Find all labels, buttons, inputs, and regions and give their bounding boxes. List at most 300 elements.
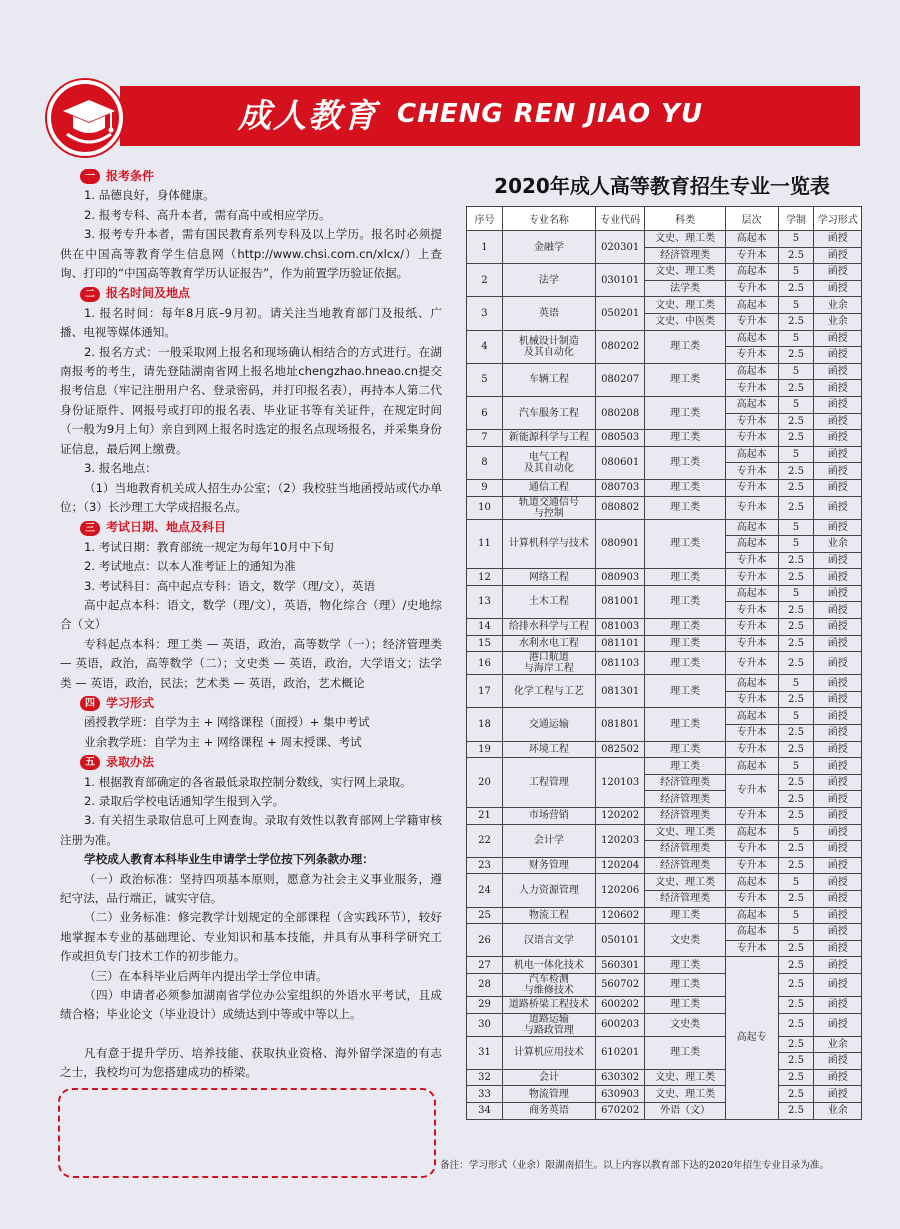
table-cell: 3 — [467, 297, 503, 330]
table-cell: 11 — [467, 519, 503, 569]
paragraph: （1）当地教育机关成人招生办公室；（2）我校驻当地函授站或代办单位；（3）长沙理工大学成招报名点。 — [60, 480, 442, 514]
table-cell: 机械设计制造 及其自动化 — [502, 330, 595, 363]
paragraph: 2. 报名方式：一般采取网上报名和现场确认相结合的方式进行。在湖南报考的考生，请先登陆湖南省网上报名地址chengzhao.hneao.cn提交报考信息（牢记注册用户名、登录密码，并打印报名表），再持本人第二代身份证原件、网报号或打印的报名表、毕业证书等有关证件，在规定时间（一般为9月上旬）亲自到网上报名时选定的报名点现场报名，并采集身份证信息，最后网上缴费。 — [60, 344, 442, 456]
table-cell: 环境工程 — [502, 741, 595, 758]
table-row — [467, 479, 862, 496]
table-cell: 车辆工程 — [502, 363, 595, 396]
closing-paragraph: 凡有意于提升学历、培养技能、获取执业资格、海外留学深造的有志之士，我校均可为您搭建成功的桥梁。 — [60, 1045, 442, 1080]
table-row — [467, 996, 862, 1013]
table-cell: 5 — [778, 758, 814, 775]
table-cell: 081001 — [595, 585, 645, 618]
table-cell: 高起本 — [725, 874, 778, 891]
table-cell: 理工类 — [645, 635, 725, 652]
table-cell: 函授 — [814, 552, 862, 569]
table-cell: 函授 — [814, 996, 862, 1013]
table-cell: 函授 — [814, 907, 862, 924]
table-cell: 5 — [778, 231, 814, 248]
table-cell: 函授 — [814, 675, 862, 692]
table-row — [467, 446, 862, 463]
table-cell: 高起本 — [725, 758, 778, 775]
table-cell: 6 — [467, 396, 503, 429]
table-cell: 高起本 — [725, 396, 778, 413]
table-cell: 函授 — [814, 569, 862, 586]
table-row — [467, 635, 862, 652]
table-cell: 理工类 — [645, 758, 725, 775]
table-cell: 32 — [467, 1069, 503, 1086]
table-cell: 理工类 — [645, 585, 725, 618]
table-cell: 2.5 — [778, 1086, 814, 1103]
table-body — [467, 231, 862, 1120]
table-cell: 经济管理类 — [645, 808, 725, 825]
table-cell: 经济管理类 — [645, 774, 725, 791]
table-row — [467, 297, 862, 314]
table-row — [467, 741, 862, 758]
table-cell: 5 — [778, 708, 814, 725]
table-cell: 2.5 — [778, 725, 814, 742]
table-cell: 5 — [778, 519, 814, 536]
table-cell: 函授 — [814, 347, 862, 364]
table-cell: 函授 — [814, 1069, 862, 1086]
table-cell: 2.5 — [778, 380, 814, 397]
section-heading: 二 报名时间及地点 — [60, 284, 442, 303]
table-row — [467, 1036, 862, 1053]
section-heading: 四 学习形式 — [60, 694, 442, 713]
table-cell: 函授 — [814, 247, 862, 264]
paragraph: 1. 根据教育部确定的各省最低录取控制分数线，实行网上录取。 — [84, 774, 412, 789]
table-cell: 理工类 — [645, 363, 725, 396]
table-cell: 2.5 — [778, 808, 814, 825]
table-cell: 670202 — [595, 1102, 645, 1119]
table-cell: 2.5 — [778, 430, 814, 447]
table-cell: 专升本 — [725, 247, 778, 264]
paragraph: （四）申请者必须参加湖南省学位办公室组织的外语水平考试，且成绩合格；毕业论文（毕业设计）成绩达到中等或中等以上。 — [60, 988, 442, 1022]
table-cell: 29 — [467, 996, 503, 1013]
table-cell: 金融学 — [502, 231, 595, 264]
table-cell: 工程管理 — [502, 758, 595, 808]
table-cell: 交通运输 — [502, 708, 595, 741]
table-cell: 082502 — [595, 741, 645, 758]
table-cell: 26 — [467, 924, 503, 957]
paragraph: 3. 报名地点： — [84, 461, 157, 476]
header-banner — [120, 86, 860, 146]
table-cell: 5 — [778, 330, 814, 347]
paragraph: 高中起点本科：语文，数学（理/文），英语，物化综合（理）/史地综合（文） — [60, 597, 442, 632]
table-cell: 法学 — [502, 264, 595, 297]
paragraph: 2. 报考专科、高升本者，需有高中或相应学历。 — [84, 207, 331, 222]
table-cell: 理工类 — [645, 446, 725, 479]
table-cell: 2.5 — [778, 957, 814, 974]
table-row — [467, 231, 862, 248]
table-cell: 函授 — [814, 1086, 862, 1103]
section-heading: 三 考试日期、地点及科目 — [60, 518, 442, 537]
table-cell: 7 — [467, 430, 503, 447]
table-cell: 5 — [778, 264, 814, 281]
table-cell: 28 — [467, 973, 503, 996]
table-row — [467, 652, 862, 675]
section-heading: 五 录取办法 — [60, 753, 442, 772]
table-cell: 2.5 — [778, 996, 814, 1013]
table-cell: 高起本 — [725, 297, 778, 314]
table-cell: 专升本 — [725, 347, 778, 364]
table-cell: 道路桥梁工程技术 — [502, 996, 595, 1013]
paragraph: 函授教学班：自学为主 + 网络课程（面授）+ 集中考试 — [84, 715, 370, 730]
table-cell: 文史、理工类 — [645, 1086, 725, 1103]
table-cell: 专升本 — [725, 463, 778, 480]
header-cell: 专业代码 — [595, 207, 645, 231]
table-cell: 020301 — [595, 231, 645, 264]
table-cell: 专升本 — [725, 774, 778, 807]
paragraph: 3. 有关招生录取信息可上网查询。录取有效性以教育部网上学籍审核注册为准。 — [60, 813, 442, 847]
table-row — [467, 619, 862, 636]
table-cell: 2.5 — [778, 479, 814, 496]
table-cell: 14 — [467, 619, 503, 636]
table-title: 2020年成人高等教育招生专业一览表 — [494, 174, 830, 198]
table-cell: 专升本 — [725, 430, 778, 447]
table-cell: 27 — [467, 957, 503, 974]
table-cell: 专升本 — [725, 413, 778, 430]
table-cell: 2.5 — [778, 973, 814, 996]
table-cell: 610201 — [595, 1036, 645, 1069]
table-cell: 函授 — [814, 808, 862, 825]
table-cell: 10 — [467, 496, 503, 519]
table-cell: 高起本 — [725, 264, 778, 281]
table-row — [467, 569, 862, 586]
table-cell: 专升本 — [725, 691, 778, 708]
table-cell: 2.5 — [778, 1102, 814, 1119]
table-row — [467, 758, 862, 775]
table-cell: 理工类 — [645, 519, 725, 569]
table-cell: 业余 — [814, 313, 862, 330]
table-cell: 文史、理工类 — [645, 874, 725, 891]
paragraph: 2. 录取后学校电话通知学生报到入学。 — [84, 794, 285, 808]
table-cell: 计算机应用技术 — [502, 1036, 595, 1069]
table-cell: 080202 — [595, 330, 645, 363]
table-cell: 函授 — [814, 708, 862, 725]
table-cell: 19 — [467, 741, 503, 758]
table-row — [467, 874, 862, 891]
table-cell: 1 — [467, 231, 503, 264]
table-cell: 法学类 — [645, 280, 725, 297]
table-cell: 高起本 — [725, 446, 778, 463]
table-cell: 函授 — [814, 1053, 862, 1070]
table-cell: 商务英语 — [502, 1102, 595, 1119]
table-cell: 专升本 — [725, 496, 778, 519]
table-cell: 函授 — [814, 652, 862, 675]
table-cell: 2.5 — [778, 635, 814, 652]
table-cell: 给排水科学与工程 — [502, 619, 595, 636]
table-cell: 函授 — [814, 741, 862, 758]
table-cell: 050101 — [595, 924, 645, 957]
table-cell: 会计学 — [502, 824, 595, 857]
header-title-cn: 成人教育 — [238, 96, 378, 135]
table-cell: 17 — [467, 675, 503, 708]
table-cell: 120204 — [595, 857, 645, 874]
table-cell: 080703 — [595, 479, 645, 496]
table-cell: 8 — [467, 446, 503, 479]
table-cell: 120103 — [595, 758, 645, 808]
table-cell: 电气工程 及其自动化 — [502, 446, 595, 479]
table-cell: 2.5 — [778, 602, 814, 619]
table-cell: 560702 — [595, 973, 645, 996]
table-cell: 网络工程 — [502, 569, 595, 586]
table-cell: 业余 — [814, 1036, 862, 1053]
paragraph: （一）政治标准：坚持四项基本原则，愿意为社会主义事业服务，遵纪守法，品行端正，诚实守信。 — [60, 871, 442, 906]
table-cell: 经济管理类 — [645, 247, 725, 264]
table-cell: 080503 — [595, 430, 645, 447]
table-row — [467, 264, 862, 281]
table-cell: 高起本 — [725, 675, 778, 692]
table-cell: 港口航道 与海岸工程 — [502, 652, 595, 675]
table-cell: 080901 — [595, 519, 645, 569]
header-cell: 序号 — [467, 207, 503, 231]
table-cell: 专升本 — [725, 725, 778, 742]
paragraph: 1. 报名时间：每年8月底–9月初。请关注当地教育部门及报纸、广播、电视等媒体通知。 — [60, 305, 442, 340]
table-cell: 120202 — [595, 808, 645, 825]
table-cell: 高起本 — [725, 519, 778, 536]
table-cell: 函授 — [814, 585, 862, 602]
table-cell: 2.5 — [778, 741, 814, 758]
table-cell: 函授 — [814, 619, 862, 636]
table-cell: 2.5 — [778, 496, 814, 519]
table-cell: 道路运输 与路政管理 — [502, 1013, 595, 1036]
table-cell: 专升本 — [725, 808, 778, 825]
table-cell: 经济管理类 — [645, 791, 725, 808]
table-cell: 函授 — [814, 725, 862, 742]
table-cell: 函授 — [814, 519, 862, 536]
table-cell: 2.5 — [778, 774, 814, 791]
table-cell: 20 — [467, 758, 503, 808]
table-cell: 080208 — [595, 396, 645, 429]
table-cell: 专升本 — [725, 857, 778, 874]
table-cell: 5 — [778, 585, 814, 602]
table-cell: 22 — [467, 824, 503, 857]
table-cell: 业余 — [814, 536, 862, 553]
table-cell: 15 — [467, 635, 503, 652]
table-cell: 2.5 — [778, 619, 814, 636]
table-row — [467, 708, 862, 725]
table-header-row — [467, 207, 862, 231]
table-cell: 081101 — [595, 635, 645, 652]
table-cell: 函授 — [814, 430, 862, 447]
table-cell: 080601 — [595, 446, 645, 479]
table-cell: 理工类 — [645, 741, 725, 758]
table-cell: 文史、理工类 — [645, 264, 725, 281]
table-cell: 函授 — [814, 264, 862, 281]
dashed-box — [58, 1088, 436, 1178]
table-cell: 5 — [778, 924, 814, 941]
table-cell: 13 — [467, 585, 503, 618]
table-cell: 2.5 — [778, 347, 814, 364]
table-cell: 函授 — [814, 479, 862, 496]
table-cell: 理工类 — [645, 973, 725, 996]
table-cell: 函授 — [814, 396, 862, 413]
table-cell: 业余 — [814, 297, 862, 314]
table-row — [467, 675, 862, 692]
table-cell: 会计 — [502, 1069, 595, 1086]
table-cell: 080903 — [595, 569, 645, 586]
table-cell: 理工类 — [645, 996, 725, 1013]
table-cell: 34 — [467, 1102, 503, 1119]
table-cell: 理工类 — [645, 430, 725, 447]
table-cell: 函授 — [814, 924, 862, 941]
table-cell: 16 — [467, 652, 503, 675]
table-cell: 经济管理类 — [645, 890, 725, 907]
table-cell: 2.5 — [778, 890, 814, 907]
table-cell: 2.5 — [778, 940, 814, 957]
table-cell: 080207 — [595, 363, 645, 396]
table-cell: 21 — [467, 808, 503, 825]
header-title-en: CHENG REN JIAO YU — [397, 99, 704, 129]
table-cell: 600203 — [595, 1013, 645, 1036]
table-cell: 专升本 — [725, 380, 778, 397]
paragraph: （三）在本科毕业后两年内提出学士学位申请。 — [84, 968, 328, 983]
section-heading: 一 报考条件 — [60, 167, 442, 186]
table-row — [467, 973, 862, 996]
table-cell: 函授 — [814, 463, 862, 480]
table-cell: 5 — [778, 675, 814, 692]
paragraph: 业余教学班：自学为主 + 网络课程 + 周末授课、考试 — [84, 734, 362, 749]
table-row — [467, 519, 862, 536]
table-cell: 630302 — [595, 1069, 645, 1086]
table-cell: 5 — [778, 396, 814, 413]
degree-heading: 学校成人教育本科毕业生申请学士学位按下列条款办理： — [84, 852, 374, 867]
table-cell: 函授 — [814, 824, 862, 841]
table-row — [467, 1013, 862, 1036]
header-cell: 专业名称 — [502, 207, 595, 231]
table-cell: 水利水电工程 — [502, 635, 595, 652]
paragraph: 3. 报考专升本者，需有国民教育系列专科及以上学历。报名时必须提供在中国高等教育学生信息网（http://www.chsi.com.cn/xlcx/）上查询、打印的“中国高等教育学历认证报告”，作为前置学历验证依据。 — [60, 227, 442, 281]
table-cell: 函授 — [814, 940, 862, 957]
table-cell: 专升本 — [725, 652, 778, 675]
table-cell: 2 — [467, 264, 503, 297]
table-cell: 理工类 — [645, 396, 725, 429]
table-cell: 专升本 — [725, 619, 778, 636]
table-cell: 机电一体化技术 — [502, 957, 595, 974]
table-cell: 专升本 — [725, 841, 778, 858]
table-cell: 市场营销 — [502, 808, 595, 825]
table-cell: 高起本 — [725, 536, 778, 553]
table-cell: 23 — [467, 857, 503, 874]
table-cell: 12 — [467, 569, 503, 586]
table-cell: 030101 — [595, 264, 645, 297]
header-cell: 层次 — [725, 207, 778, 231]
table-cell: 18 — [467, 708, 503, 741]
table-cell: 函授 — [814, 496, 862, 519]
table-cell: 理工类 — [645, 619, 725, 636]
table-cell: 高起本 — [725, 708, 778, 725]
table-cell: 文史、理工类 — [645, 297, 725, 314]
table-cell: 函授 — [814, 957, 862, 974]
table-cell: 5 — [778, 446, 814, 463]
table-cell: 2.5 — [778, 280, 814, 297]
paragraph: 2. 考试地点：以本人准考证上的通知为准 — [84, 559, 296, 574]
table-cell: 新能源科学与工程 — [502, 430, 595, 447]
table-cell: 高起本 — [725, 585, 778, 602]
table-cell: 文史、理工类 — [645, 231, 725, 248]
table-cell: 函授 — [814, 413, 862, 430]
table-cell: 630903 — [595, 1086, 645, 1103]
table-cell: 函授 — [814, 446, 862, 463]
graduation-cap-icon — [47, 80, 123, 156]
table-cell: 2.5 — [778, 841, 814, 858]
table-cell: 函授 — [814, 691, 862, 708]
table-cell: 文史类 — [645, 924, 725, 957]
table-footnote: 备注：学习形式（业余）限湖南招生。以上内容以教育部下达的2020年招生专业目录为准。 — [440, 1160, 829, 1171]
table-cell: 理工类 — [645, 675, 725, 708]
table-cell: 土木工程 — [502, 585, 595, 618]
table-cell: 5 — [778, 874, 814, 891]
table-cell: 专升本 — [725, 280, 778, 297]
table-cell: 081003 — [595, 619, 645, 636]
table-cell: 33 — [467, 1086, 503, 1103]
table-row — [467, 824, 862, 841]
table-cell: 高起本 — [725, 363, 778, 380]
table-cell: 汉语言文学 — [502, 924, 595, 957]
paragraph: 1. 考试日期：教育部统一规定为每年10月中下旬 — [84, 539, 334, 554]
table-cell: 理工类 — [645, 330, 725, 363]
table-cell: 理工类 — [645, 957, 725, 974]
table-cell: 函授 — [814, 1013, 862, 1036]
table-cell: 经济管理类 — [645, 857, 725, 874]
table-cell: 2.5 — [778, 552, 814, 569]
paragraph: （二）业务标准：修完教学计划规定的全部课程（含实践环节），较好地掌握本专业的基础理论、专业知识和基本技能，并具有从事科学研究工作或担负专门技术工作的初步能力。 — [60, 910, 442, 964]
table-row — [467, 396, 862, 413]
table-cell: 函授 — [814, 890, 862, 907]
table-row — [467, 857, 862, 874]
table-row — [467, 330, 862, 347]
table-row — [467, 957, 862, 974]
table-cell: 理工类 — [645, 1036, 725, 1069]
table-cell: 通信工程 — [502, 479, 595, 496]
table-cell: 2.5 — [778, 1036, 814, 1053]
table-cell: 物流管理 — [502, 1086, 595, 1103]
table-cell: 专升本 — [725, 552, 778, 569]
table-cell: 专升本 — [725, 635, 778, 652]
table-cell: 560301 — [595, 957, 645, 974]
table-cell: 汽车检测 与维修技术 — [502, 973, 595, 996]
table-cell: 外语（文） — [645, 1102, 725, 1119]
table-cell: 专升本 — [725, 940, 778, 957]
table-cell: 120602 — [595, 907, 645, 924]
table-row — [467, 585, 862, 602]
table-cell: 2.5 — [778, 1053, 814, 1070]
table-cell: 汽车服务工程 — [502, 396, 595, 429]
table-cell: 经济管理类 — [645, 841, 725, 858]
table-cell: 理工类 — [645, 907, 725, 924]
table-cell: 函授 — [814, 841, 862, 858]
table-row — [467, 1086, 862, 1103]
table-cell: 9 — [467, 479, 503, 496]
table-cell: 函授 — [814, 857, 862, 874]
table-cell: 高起本 — [725, 924, 778, 941]
table-cell: 2.5 — [778, 1013, 814, 1036]
table-cell: 31 — [467, 1036, 503, 1069]
table-cell: 120206 — [595, 874, 645, 907]
table-cell: 函授 — [814, 973, 862, 996]
table-cell: 英语 — [502, 297, 595, 330]
table-cell: 5 — [778, 536, 814, 553]
table-cell: 2.5 — [778, 463, 814, 480]
paragraph: 专科起点本科：理工类 — 英语，政治，高等数学（一）；经济管理类 — 英语，政治，高等数学（二）；文史类 — 英语，政治，大学语文；法学类 — 英语，政治，民法；艺术类 — 英语，政治，艺术概论 — [60, 636, 442, 690]
table-row — [467, 1102, 862, 1119]
table-cell: 专升本 — [725, 479, 778, 496]
table-cell: 专升本 — [725, 602, 778, 619]
table-cell: 高起专 — [725, 957, 778, 1119]
table-cell: 2.5 — [778, 857, 814, 874]
table-cell: 2.5 — [778, 1069, 814, 1086]
table-cell: 理工类 — [645, 479, 725, 496]
table-cell: 2.5 — [778, 791, 814, 808]
